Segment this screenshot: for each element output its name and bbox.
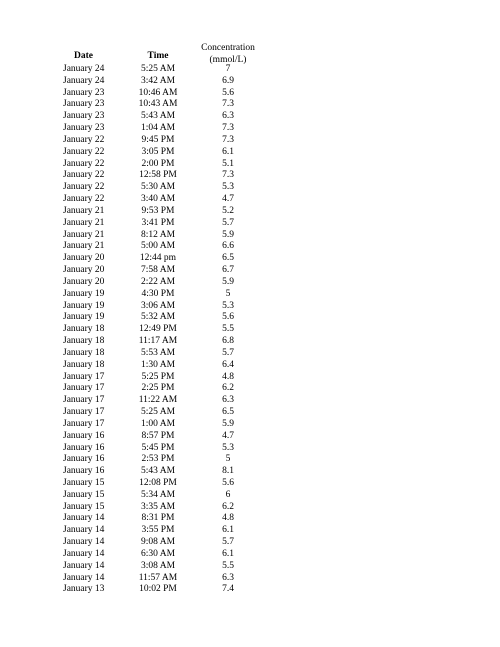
concentration-cell: 6.5 bbox=[222, 407, 234, 418]
concentration-cell: 7.3 bbox=[222, 99, 234, 110]
time-cell: 3:35 AM bbox=[140, 501, 176, 512]
time-cell: 10:02 PM bbox=[139, 584, 177, 595]
date-cell: January 16 bbox=[63, 454, 105, 465]
concentration-cell: 6.1 bbox=[222, 146, 234, 157]
concentration-cell: 7.3 bbox=[222, 134, 234, 145]
table-row bbox=[0, 584, 500, 596]
date-cell: January 18 bbox=[63, 324, 105, 335]
date-cell: January 17 bbox=[63, 418, 105, 429]
time-cell: 10:43 AM bbox=[138, 99, 178, 110]
time-cell: 3:55 PM bbox=[141, 525, 175, 536]
date-cell: January 19 bbox=[63, 312, 105, 323]
time-cell: 12:49 PM bbox=[139, 324, 177, 335]
date-cell: January 22 bbox=[63, 194, 105, 205]
date-cell: January 22 bbox=[63, 134, 105, 145]
concentration-cell: 5.6 bbox=[222, 477, 234, 488]
time-cell: 2:25 PM bbox=[141, 383, 175, 394]
date-cell: January 15 bbox=[63, 501, 105, 512]
table-row bbox=[0, 76, 500, 88]
date-cell: January 20 bbox=[63, 265, 105, 276]
concentration-cell: 5.7 bbox=[222, 537, 234, 548]
date-cell: January 23 bbox=[63, 99, 105, 110]
table-row bbox=[0, 360, 500, 372]
table-row bbox=[0, 182, 500, 194]
concentration-header-line2: (mmol/L) bbox=[209, 55, 247, 65]
table-row bbox=[0, 289, 500, 301]
date-cell: January 21 bbox=[63, 241, 105, 252]
table-row bbox=[0, 147, 500, 159]
table-row bbox=[0, 383, 500, 395]
date-cell: January 16 bbox=[63, 430, 105, 441]
table-row bbox=[0, 395, 500, 407]
date-cell: January 14 bbox=[63, 548, 105, 559]
time-cell: 2:22 AM bbox=[140, 276, 176, 287]
concentration-cell: 5.7 bbox=[222, 347, 234, 358]
date-cell: January 15 bbox=[63, 489, 105, 500]
table-row bbox=[0, 301, 500, 313]
concentration-cell: 6.5 bbox=[222, 253, 234, 264]
table-row bbox=[0, 241, 500, 253]
date-cell: January 21 bbox=[63, 229, 105, 240]
table-row bbox=[0, 549, 500, 561]
table-row bbox=[0, 230, 500, 242]
date-cell: January 22 bbox=[63, 170, 105, 181]
time-cell: 7:58 AM bbox=[140, 265, 176, 276]
time-cell: 5:32 AM bbox=[140, 312, 176, 323]
concentration-cell: 7.3 bbox=[222, 123, 234, 134]
table-row bbox=[0, 561, 500, 573]
table-row bbox=[0, 159, 500, 171]
concentration-cell: 6 bbox=[225, 489, 231, 500]
time-cell: 5:53 AM bbox=[140, 347, 176, 358]
date-cell: January 22 bbox=[63, 158, 105, 169]
table-body bbox=[0, 64, 500, 596]
table-row bbox=[0, 194, 500, 206]
date-cell: January 24 bbox=[63, 75, 105, 86]
date-column-header: Date bbox=[74, 51, 93, 61]
concentration-cell: 5.9 bbox=[222, 418, 234, 429]
time-cell: 5:30 AM bbox=[140, 182, 176, 193]
table-row bbox=[0, 99, 500, 111]
concentration-cell: 6.3 bbox=[222, 572, 234, 583]
table-row bbox=[0, 170, 500, 182]
time-cell: 5:25 AM bbox=[140, 64, 176, 74]
time-cell: 3:40 AM bbox=[140, 194, 176, 205]
date-cell: January 14 bbox=[63, 525, 105, 536]
table-row bbox=[0, 135, 500, 147]
date-cell: January 19 bbox=[63, 288, 105, 299]
time-cell: 11:17 AM bbox=[138, 336, 178, 347]
table-row bbox=[0, 525, 500, 537]
date-cell: January 16 bbox=[63, 442, 105, 453]
time-cell: 2:53 PM bbox=[141, 454, 175, 465]
concentration-cell: 5 bbox=[225, 454, 231, 465]
date-cell: January 22 bbox=[63, 146, 105, 157]
date-cell: January 18 bbox=[63, 359, 105, 370]
concentration-cell: 5.5 bbox=[222, 560, 234, 571]
concentration-cell: 6.6 bbox=[222, 241, 234, 252]
table-row bbox=[0, 218, 500, 230]
time-cell: 5:45 PM bbox=[141, 442, 175, 453]
time-column-header: Time bbox=[147, 51, 169, 61]
date-cell: January 15 bbox=[63, 477, 105, 488]
concentration-cell: 7 bbox=[225, 64, 231, 74]
date-cell: January 17 bbox=[63, 383, 105, 394]
time-cell: 3:08 AM bbox=[140, 560, 176, 571]
concentration-cell: 5 bbox=[225, 288, 231, 299]
time-cell: 9:45 PM bbox=[141, 134, 175, 145]
date-cell: January 20 bbox=[63, 253, 105, 264]
table-row bbox=[0, 111, 500, 123]
date-cell: January 22 bbox=[63, 182, 105, 193]
concentration-cell: 5.5 bbox=[222, 324, 234, 335]
time-cell: 1:04 AM bbox=[140, 123, 176, 134]
date-cell: January 18 bbox=[63, 347, 105, 358]
concentration-cell: 6.2 bbox=[222, 383, 234, 394]
date-cell: January 14 bbox=[63, 560, 105, 571]
concentration-header-line1: Concentration bbox=[201, 43, 255, 53]
table-row bbox=[0, 277, 500, 289]
time-cell: 5:25 PM bbox=[141, 371, 175, 382]
concentration-cell: 6.9 bbox=[222, 75, 234, 86]
concentration-cell: 5.7 bbox=[222, 217, 234, 228]
concentration-cell: 6.1 bbox=[222, 525, 234, 536]
table-row bbox=[0, 88, 500, 100]
concentration-cell: 7.4 bbox=[222, 584, 234, 595]
concentration-cell: 5.6 bbox=[222, 87, 234, 98]
concentration-cell: 8.1 bbox=[222, 466, 234, 477]
table-row bbox=[0, 265, 500, 277]
table-row bbox=[0, 573, 500, 585]
concentration-cell: 5.3 bbox=[222, 442, 234, 453]
table-row bbox=[0, 537, 500, 549]
time-cell: 2:00 PM bbox=[141, 158, 175, 169]
time-cell: 4:30 PM bbox=[141, 288, 175, 299]
date-cell: January 23 bbox=[63, 111, 105, 122]
time-cell: 3:42 AM bbox=[140, 75, 176, 86]
concentration-cell: 6.3 bbox=[222, 111, 234, 122]
table-row bbox=[0, 490, 500, 502]
concentration-cell: 6.7 bbox=[222, 265, 234, 276]
table-row bbox=[0, 336, 500, 348]
concentration-cell: 7.3 bbox=[222, 170, 234, 181]
date-cell: January 21 bbox=[63, 205, 105, 216]
table-row bbox=[0, 466, 500, 478]
time-cell: 5:43 AM bbox=[140, 466, 176, 477]
table-row bbox=[0, 206, 500, 218]
table-row bbox=[0, 348, 500, 360]
time-cell: 5:25 AM bbox=[140, 407, 176, 418]
date-cell: January 23 bbox=[63, 123, 105, 134]
concentration-cell: 5.6 bbox=[222, 312, 234, 323]
table-row bbox=[0, 253, 500, 265]
date-cell: January 14 bbox=[63, 537, 105, 548]
date-cell: January 17 bbox=[63, 395, 105, 406]
concentration-cell: 4.8 bbox=[222, 513, 234, 524]
time-cell: 8:31 PM bbox=[141, 513, 175, 524]
concentration-cell: 5.3 bbox=[222, 182, 234, 193]
time-cell: 5:43 AM bbox=[140, 111, 176, 122]
date-cell: January 13 bbox=[63, 584, 105, 595]
date-cell: January 23 bbox=[63, 87, 105, 98]
time-cell: 12:08 PM bbox=[139, 477, 177, 488]
table-row bbox=[0, 431, 500, 443]
concentration-cell: 6.1 bbox=[222, 548, 234, 559]
table-row bbox=[0, 372, 500, 384]
time-cell: 3:06 AM bbox=[140, 300, 176, 311]
concentration-cell: 6.2 bbox=[222, 501, 234, 512]
concentration-cell: 4.8 bbox=[222, 371, 234, 382]
time-cell: 6:30 AM bbox=[140, 548, 176, 559]
date-cell: January 17 bbox=[63, 371, 105, 382]
concentration-cell: 6.8 bbox=[222, 336, 234, 347]
concentration-cell: 6.4 bbox=[222, 359, 234, 370]
time-cell: 12:44 pm bbox=[139, 253, 177, 264]
time-cell: 12:58 PM bbox=[139, 170, 177, 181]
time-cell: 8:57 PM bbox=[141, 430, 175, 441]
date-cell: January 17 bbox=[63, 407, 105, 418]
time-cell: 11:22 AM bbox=[138, 395, 178, 406]
concentration-cell: 4.7 bbox=[222, 430, 234, 441]
date-cell: January 20 bbox=[63, 276, 105, 287]
concentration-cell: 6.3 bbox=[222, 395, 234, 406]
date-cell: January 19 bbox=[63, 300, 105, 311]
table-row bbox=[0, 407, 500, 419]
concentration-cell: 5.9 bbox=[222, 276, 234, 287]
table-row bbox=[0, 312, 500, 324]
table-row bbox=[0, 513, 500, 525]
date-cell: January 24 bbox=[63, 64, 105, 74]
table-row bbox=[0, 64, 500, 76]
table-header bbox=[0, 42, 500, 66]
concentration-cell: 5.1 bbox=[222, 158, 234, 169]
table-row bbox=[0, 443, 500, 455]
date-cell: January 14 bbox=[63, 572, 105, 583]
date-cell: January 16 bbox=[63, 466, 105, 477]
concentration-column-header bbox=[178, 42, 278, 66]
table-row bbox=[0, 123, 500, 135]
time-cell: 3:05 PM bbox=[141, 146, 175, 157]
time-cell: 11:57 AM bbox=[138, 572, 178, 583]
time-cell: 5:34 AM bbox=[140, 489, 176, 500]
date-cell: January 14 bbox=[63, 513, 105, 524]
time-cell: 8:12 AM bbox=[140, 229, 176, 240]
concentration-cell: 5.3 bbox=[222, 300, 234, 311]
concentration-cell: 5.2 bbox=[222, 205, 234, 216]
time-cell: 1:00 AM bbox=[140, 418, 176, 429]
concentration-cell: 5.9 bbox=[222, 229, 234, 240]
table-row bbox=[0, 324, 500, 336]
table-row bbox=[0, 419, 500, 431]
table-row bbox=[0, 502, 500, 514]
concentration-cell: 4.7 bbox=[222, 194, 234, 205]
time-cell: 9:53 PM bbox=[141, 205, 175, 216]
time-cell: 1:30 AM bbox=[140, 359, 176, 370]
time-cell: 3:41 PM bbox=[141, 217, 175, 228]
time-cell: 9:08 AM bbox=[140, 537, 176, 548]
table-row bbox=[0, 478, 500, 490]
table-row bbox=[0, 454, 500, 466]
date-cell: January 21 bbox=[63, 217, 105, 228]
time-cell: 10:46 AM bbox=[138, 87, 178, 98]
time-cell: 5:00 AM bbox=[140, 241, 176, 252]
date-cell: January 18 bbox=[63, 336, 105, 347]
